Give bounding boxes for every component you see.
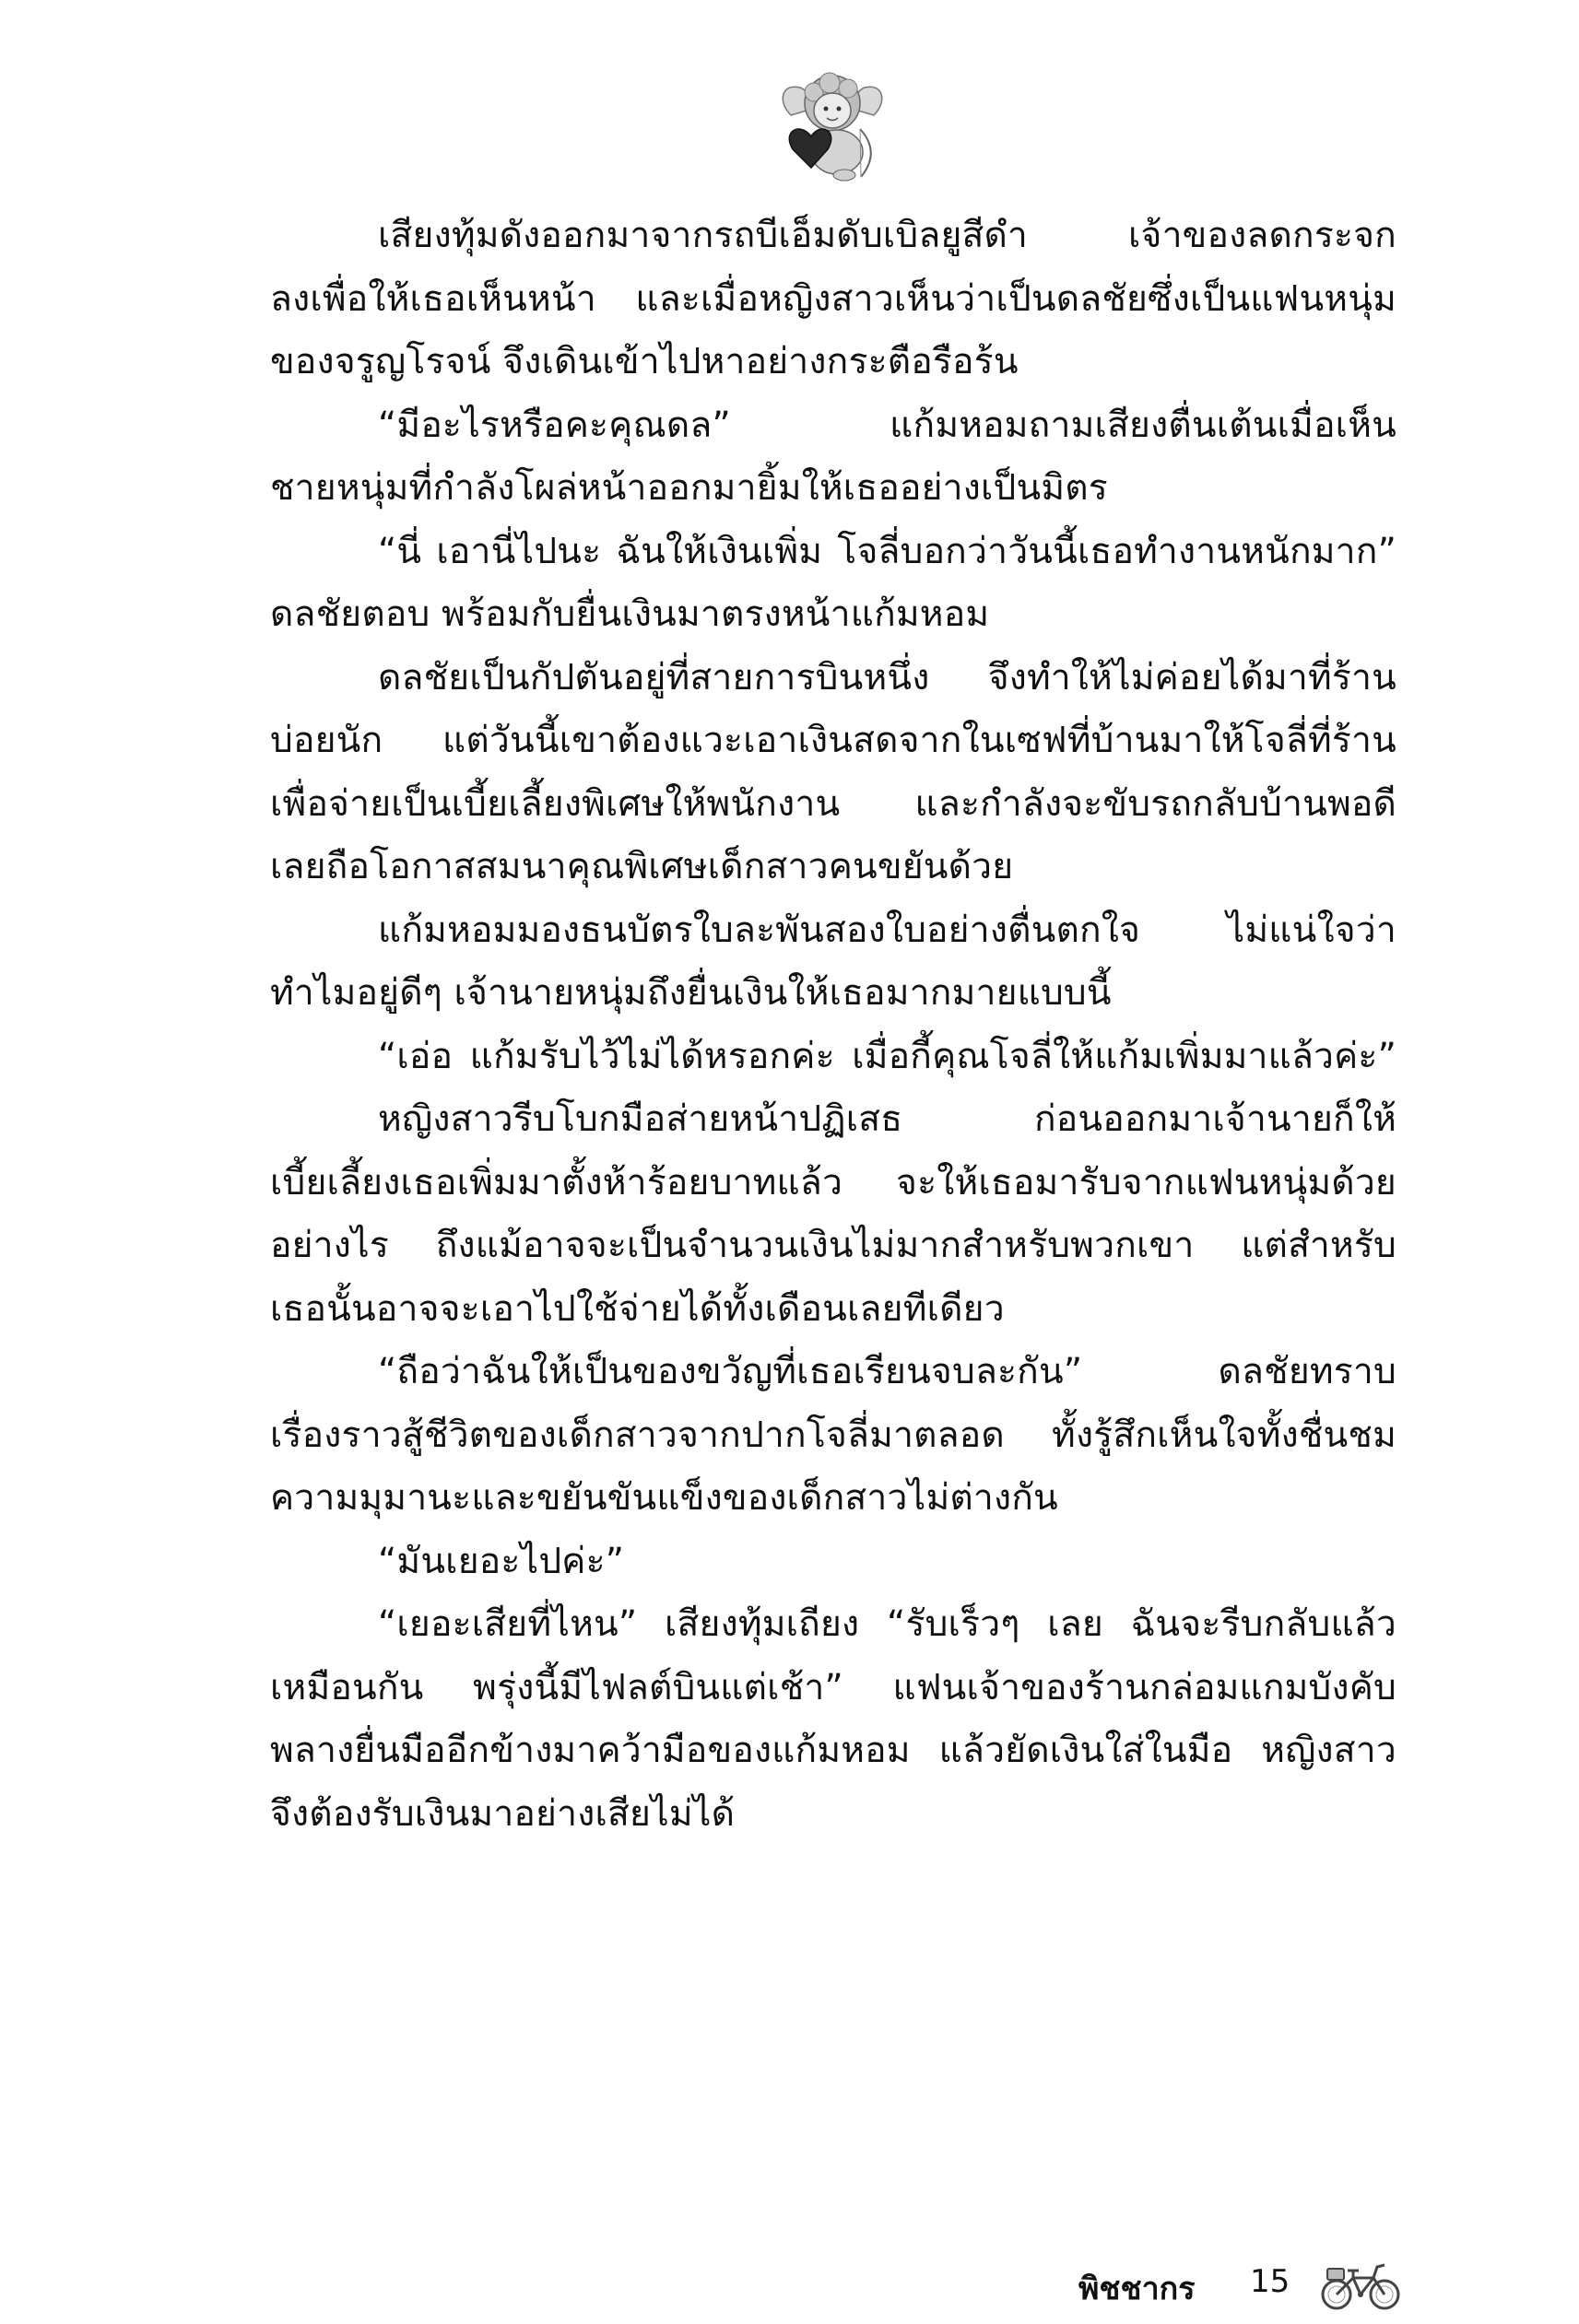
text-line: “เอ่อ แก้มรับไว้ไม่ได้หรอกค่ะ เมื่อกี้คุณโจลี่ให้แก้มเพิ่มมาแล้วค่ะ” (378, 1035, 1396, 1077)
text-line: อย่างไร ถึงแม้อาจจะเป็นจำนวนเงินไม่มากสำหรับพวกเขา แต่สำหรับ (270, 1225, 1396, 1266)
text-line: ดลชัยตอบ พร้อมกับยื่นเงินมาตรงหน้าแก้มหอม (270, 593, 990, 635)
text-line: ความมุมานะและขยันขันแข็งของเด็กสาวไม่ต่างกัน (270, 1477, 1058, 1519)
text-line: เสียงทุ้มดังออกมาจากรถบีเอ็มดับเบิลยูสีดำ เจ้าของลดกระจก (378, 215, 1396, 256)
text-line: แก้มหอมมองธนบัตรใบละพันสองใบอย่างตื่นตกใจ ไม่แน่ใจว่า (378, 909, 1396, 951)
text-line: ของจรูญโรจน์ จึงเดินเข้าไปหาอย่างกระตือรือร้น (270, 341, 1019, 382)
text-line: บ่อยนัก แต่วันนี้เขาต้องแวะเอาเงินสดจากในเซฟที่บ้านมาให้โจลี่ที่ร้าน (270, 720, 1396, 761)
text-line: “มีอะไรหรือคะคุณดล” แก้มหอมถามเสียงตื่นเต้นเมื่อเห็น (378, 404, 1396, 446)
text-line: ทำไมอยู่ดีๆ เจ้านายหนุ่มถึงยื่นเงินให้เธอมากมายแบบนี้ (270, 972, 1112, 1014)
text-line: ดลชัยเป็นกัปตันอยู่ที่สายการบินหนึ่ง จึงทำให้ไม่ค่อยได้มาที่ร้าน (378, 656, 1396, 698)
text-line: ชายหนุ่มที่กำลังโผล่หน้าออกมายิ้มให้เธออย่างเป็นมิตร (270, 467, 1108, 509)
text-line: จึงต้องรับเงินมาอย่างเสียไม่ได้ (270, 1792, 736, 1835)
page-footer (1078, 2259, 1410, 2324)
cupid-heart-icon (772, 65, 892, 184)
text-line: “เยอะเสียที่ไหน” เสียงทุ้มเถียง “รับเร็วๆ เลย ฉันจะรีบกลับแล้ว (378, 1603, 1396, 1645)
text-line: เหมือนกัน พรุ่งนี้มีไฟลต์บินแต่เช้า” แฟนเจ้าของร้านกล่อมแกมบังคับ (270, 1666, 1396, 1708)
text-line: เธอนั้นอาจจะเอาไปใช้จ่ายได้ทั้งเดือนเลยทีเดียว (270, 1287, 1005, 1330)
text-line: “นี่ เอานี่ไปนะ ฉันให้เงินเพิ่ม โจลี่บอกว่าวันนี้เธอทำงานหนักมาก” (378, 530, 1396, 572)
page-number: 15 (1250, 2263, 1290, 2300)
text-line: “ถือว่าฉันให้เป็นของขวัญที่เธอเรียนจบละกัน” ดลชัยทราบ (378, 1351, 1396, 1392)
text-line: พลางยื่นมืออีกข้างมาคว้ามือของแก้มหอม แล้วยัดเงินใส่ในมือ หญิงสาว (270, 1730, 1396, 1771)
text-line: เพื่อจ่ายเป็นเบี้ยเลี้ยงพิเศษให้พนักงาน และกำลังจะขับรถกลับบ้านพอดี (270, 782, 1396, 825)
bicycle-icon (1320, 2259, 1401, 2311)
text-line: “มันเยอะไปค่ะ” (378, 1540, 625, 1582)
text-line: เลยถือโอกาสสมนาคุณพิเศษเด็กสาวคนขยันด้วย (270, 846, 1014, 887)
text-line: หญิงสาวรีบโบกมือส่ายหน้าปฏิเสธ ก่อนออกมาเจ้านายก็ให้ (378, 1098, 1396, 1140)
text-line: เรื่องราวสู้ชีวิตของเด็กสาวจากปากโจลี่มาตลอด ทั้งรู้สึกเห็นใจทั้งชื่นชม (270, 1414, 1396, 1456)
text-line: เบี้ยเลี้ยงเธอเพิ่มมาตั้งห้าร้อยบาทแล้ว จะให้เธอมารับจากแฟนหนุ่มด้วย (270, 1161, 1396, 1203)
text-line: ลงเพื่อให้เธอเห็นหน้า และเมื่อหญิงสาวเห็นว่าเป็นดลชัยซึ่งเป็นแฟนหนุ่ม (270, 277, 1396, 320)
story-text (270, 205, 1396, 1846)
author-name: พิชชากร (1078, 2271, 1196, 2307)
